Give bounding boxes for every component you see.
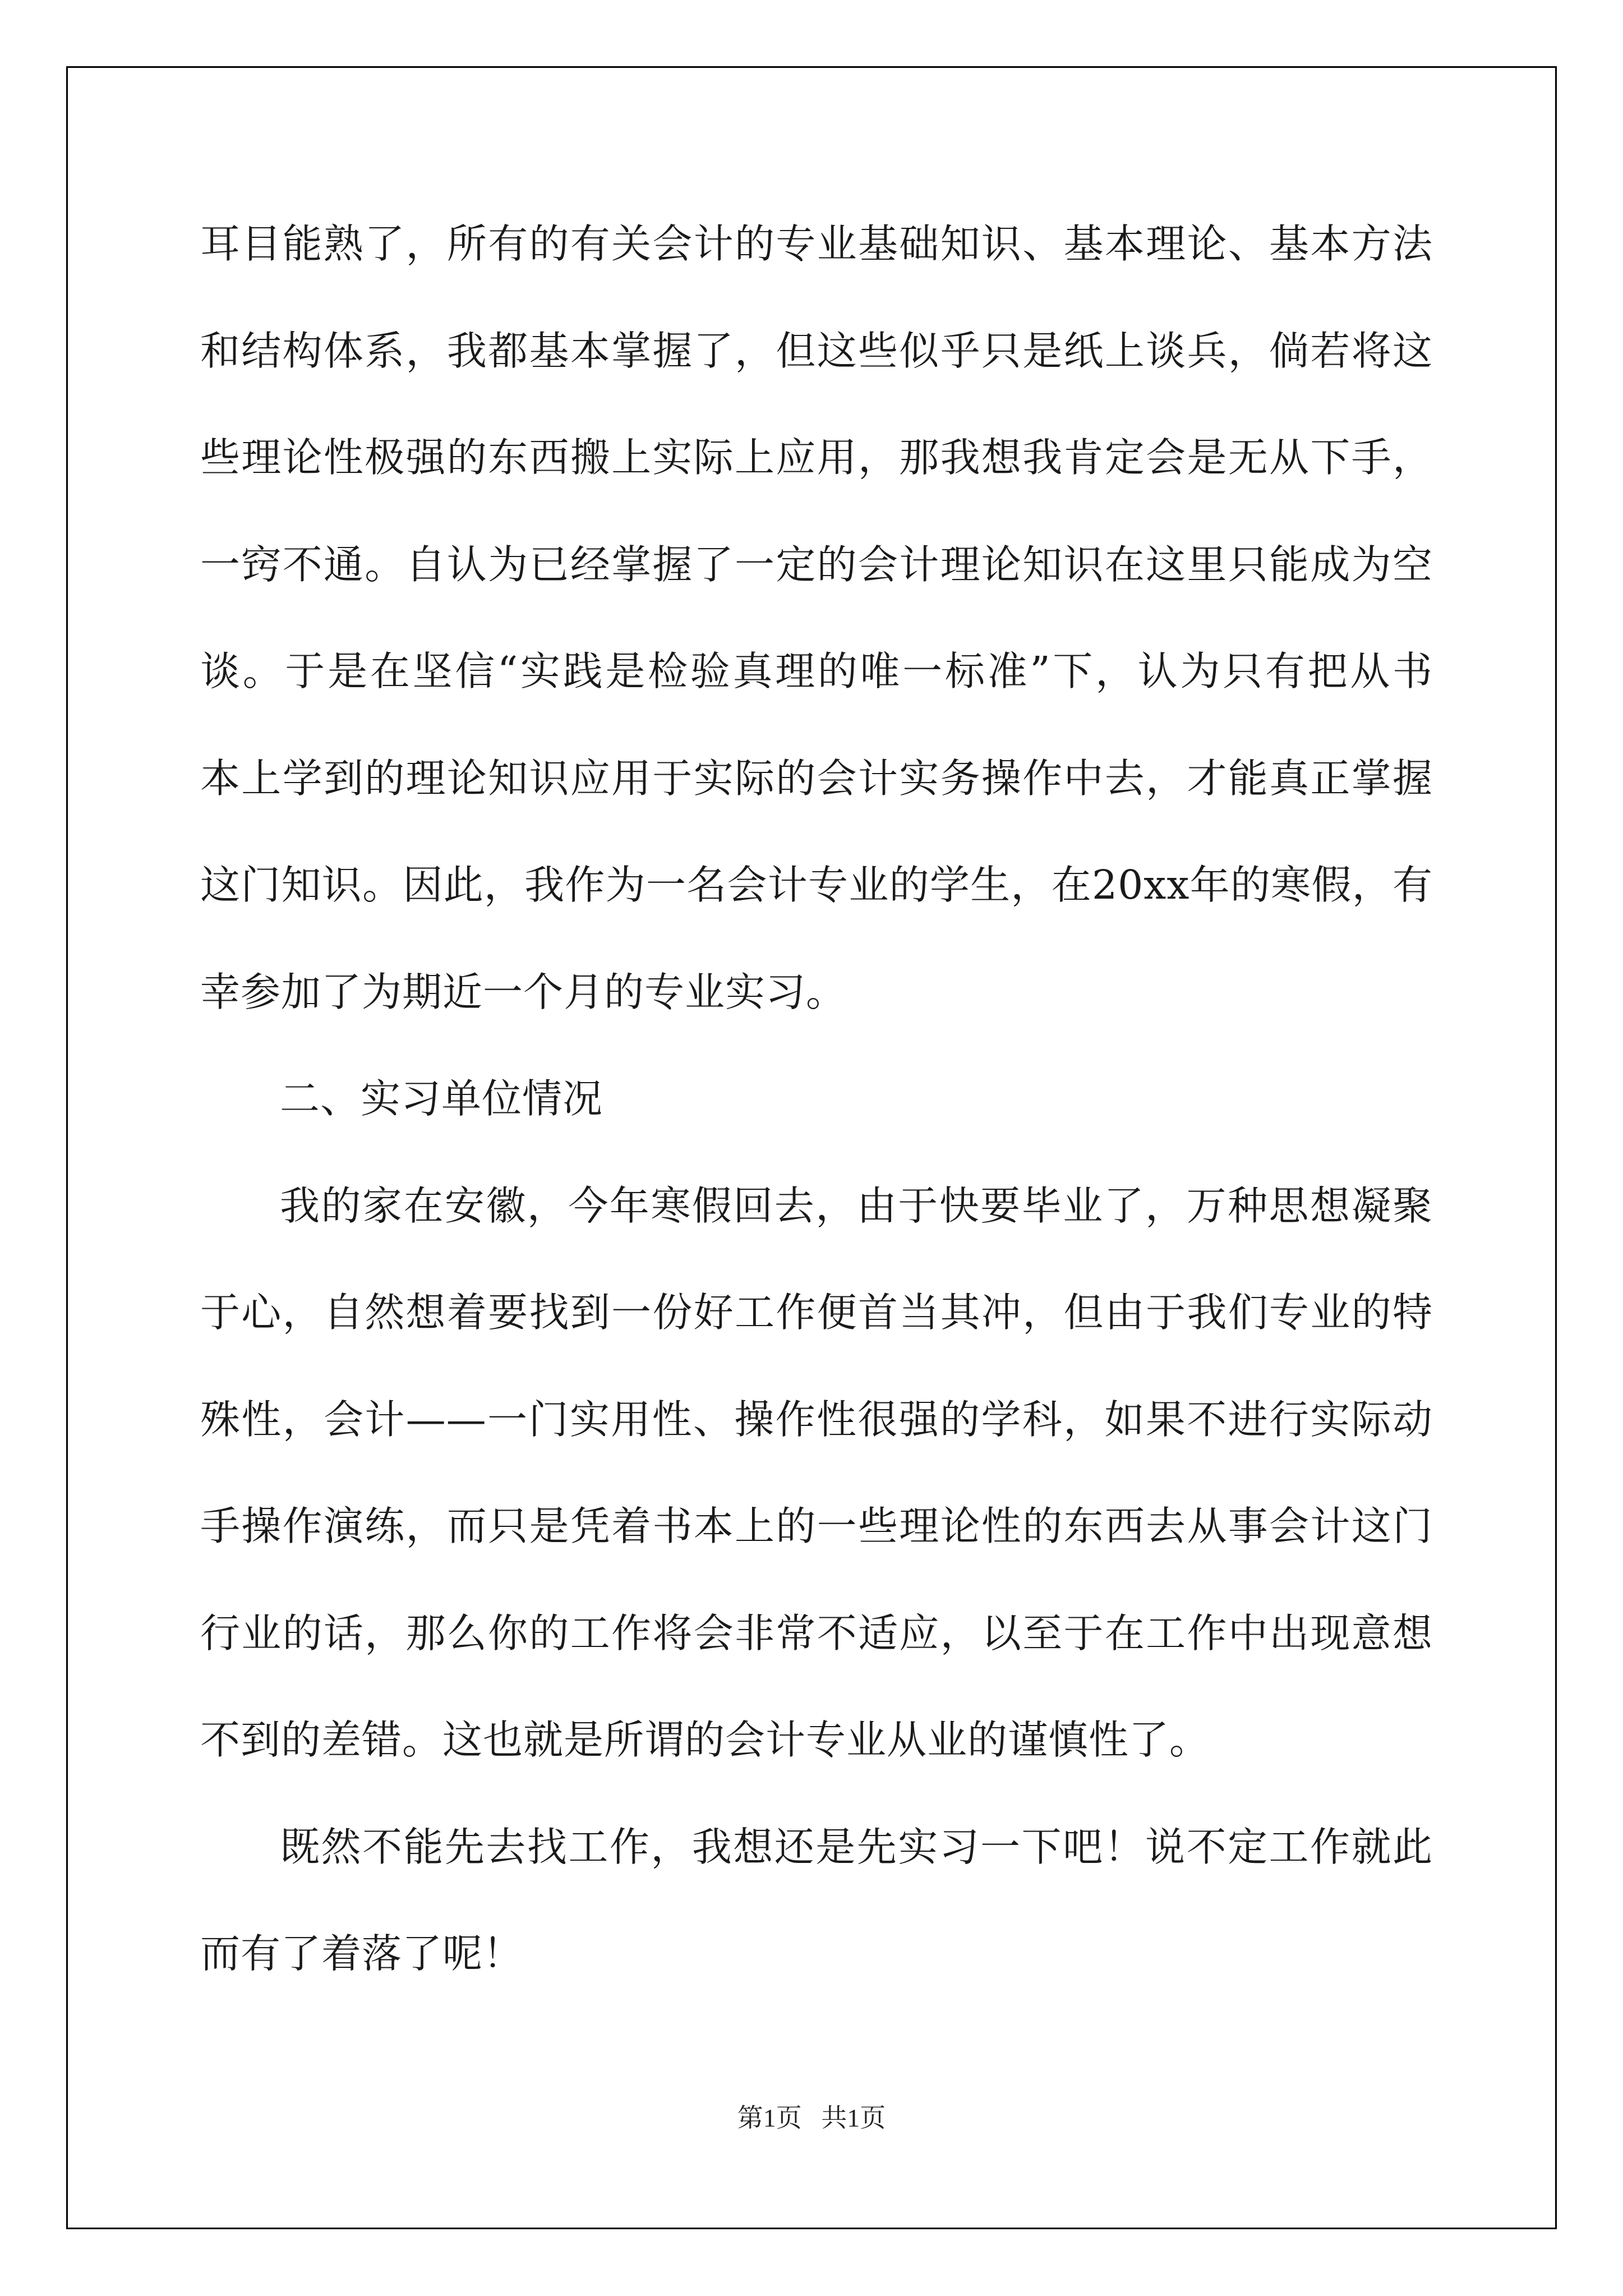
text-line: 谈。于是在坚信“实践是检验真理的唯一标准”下，认为只有把从书 — [200, 648, 1433, 694]
text-line: 本上学到的理论知识应用于实际的会计实务操作中去，才能真正掌握 — [200, 755, 1433, 802]
text-line: 一窍不通。自认为已经掌握了一定的会计理论知识在这里只能成为空 — [200, 541, 1433, 588]
page-footer: 第1页 共1页 — [737, 2104, 886, 2132]
text-line: 行业的话，那么你的工作将会非常不适应，以至于在工作中出现意想 — [200, 1610, 1433, 1657]
text-line: 我的家在安徽，今年寒假回去，由于快要毕业了，万种思想凝聚 — [280, 1182, 1433, 1229]
text-line: 不到的差错。这也就是所谓的会计专业从业的谨慎性了。 — [200, 1717, 1210, 1763]
page-border — [66, 66, 1557, 2229]
section-heading: 二、实习单位情况 — [280, 1075, 603, 1122]
text-line: 于心，自然想着要找到一份好工作便首当其冲，但由于我们专业的特 — [200, 1289, 1433, 1336]
text-line: 手操作演练，而只是凭着书本上的一些理论性的东西去从事会计这门 — [200, 1503, 1433, 1549]
text-line: 这门知识。因此，我作为一名会计专业的学生，在20xx年的寒假，有 — [200, 862, 1433, 908]
text-line: 耳目能熟了，所有的有关会计的专业基础知识、基本理论、基本方法 — [200, 220, 1433, 267]
text-line: 和结构体系，我都基本掌握了，但这些似乎只是纸上谈兵，倘若将这 — [200, 328, 1433, 374]
text-line: 既然不能先去找工作，我想还是先实习一下吧！说不定工作就此 — [280, 1824, 1433, 1870]
text-line: 幸参加了为期近一个月的专业实习。 — [200, 969, 847, 1015]
text-line: 殊性，会计——一门实用性、操作性很强的学科，如果不进行实际动 — [200, 1396, 1433, 1443]
text-line: 些理论性极强的东西搬上实际上应用，那我想我肯定会是无从下手， — [200, 434, 1433, 481]
text-line: 而有了着落了呢！ — [200, 1930, 524, 1977]
